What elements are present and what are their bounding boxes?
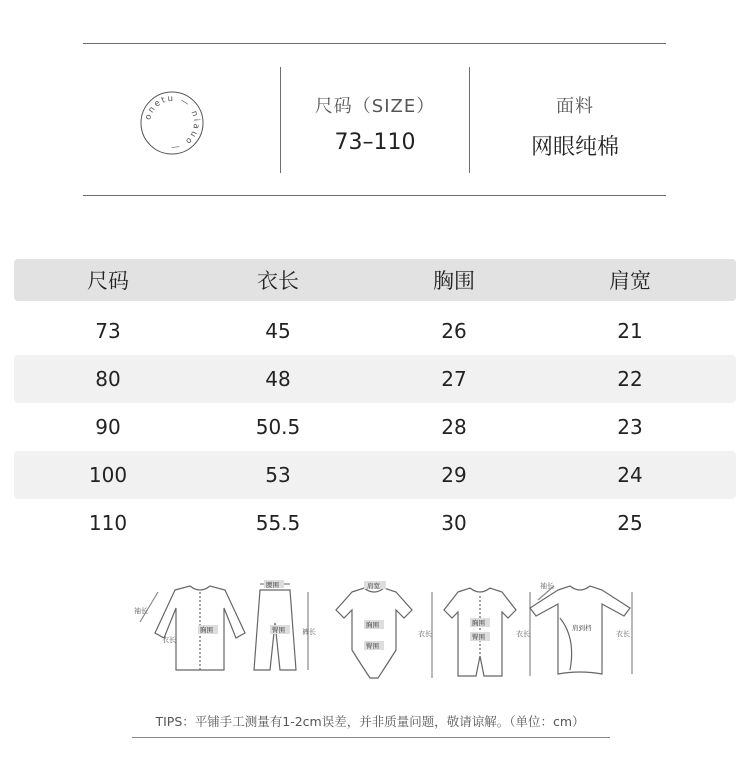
table-cell: 80	[95, 367, 121, 391]
header-length: 衣长	[257, 269, 299, 293]
tip-underline	[132, 737, 610, 738]
measurement-diagrams	[120, 578, 640, 688]
table-cell: 21	[617, 319, 643, 343]
shirt-length-label: 衣长	[162, 636, 176, 644]
pants-hip-label: 臀围	[272, 626, 285, 634]
table-cell: 45	[265, 319, 291, 343]
top-divider	[83, 43, 666, 44]
table-cell: 29	[441, 463, 467, 487]
shirt-sleeve-label: 袖长	[134, 607, 148, 615]
table-cell: 23	[617, 415, 643, 439]
svg-text:onetu — niauo —	[143, 94, 201, 152]
shirt-diagram	[140, 586, 245, 670]
table-cell: 53	[265, 463, 291, 487]
table-row	[14, 307, 736, 355]
table-cell: 73	[95, 319, 121, 343]
fabric-value: 网眼纯棉	[530, 135, 619, 160]
table-cell: 90	[95, 415, 121, 439]
logo-text: onetu — niauo —	[143, 93, 202, 153]
measurement-tip: TIPS：平铺手工测量有1-2cm误差，并非质量问题，敬请谅解。（单位：cm）	[155, 714, 585, 729]
bodysuit-length-label: 衣长	[418, 630, 432, 638]
header-chest: 胸围	[433, 269, 475, 293]
table-cell: 100	[88, 463, 128, 487]
table-cell: 22	[617, 367, 643, 391]
size-info	[290, 92, 460, 155]
pants-waist-label: 腰围	[266, 581, 279, 589]
shirt-chest-label: 胸围	[200, 626, 213, 634]
bottom-divider	[83, 195, 666, 196]
romper-chest-label: 胸围	[472, 619, 485, 627]
info-separator-2	[469, 67, 470, 173]
fabric-label: 面料	[556, 96, 594, 117]
info-separator-1	[280, 67, 281, 173]
table-cell: 28	[441, 415, 467, 439]
bodysuit-hip-label: 臀围	[366, 642, 379, 650]
fabric-info	[480, 92, 670, 161]
gown-sleeve-label: 袖长	[540, 582, 554, 590]
header-shoulder: 肩宽	[609, 269, 651, 293]
size-label: 尺码（SIZE）	[314, 96, 436, 117]
table-cell: 50.5	[255, 415, 301, 439]
table-cell: 27	[441, 367, 467, 391]
table-cell: 55.5	[255, 511, 301, 535]
bodysuit-chest-label: 胸围	[366, 621, 379, 629]
bodysuit-shoulder-label: 肩宽	[367, 582, 380, 590]
romper-length-label: 衣长	[516, 630, 530, 638]
table-row	[14, 355, 736, 403]
table-cell: 110	[88, 511, 128, 535]
table-row	[14, 451, 736, 499]
romper-hip-label: 臀围	[472, 633, 485, 641]
table-cell: 26	[441, 319, 467, 343]
gown-shoulder-label: 肩到档	[572, 624, 592, 632]
header-size: 尺码	[87, 269, 129, 293]
size-value: 73–110	[334, 130, 416, 155]
size-table	[14, 259, 736, 547]
pants-length-label: 裤长	[302, 628, 316, 636]
table-cell: 24	[617, 463, 643, 487]
gown-length-label: 衣长	[616, 630, 630, 638]
table-row	[14, 403, 736, 451]
table-cell: 30	[441, 511, 467, 535]
table-header-row	[14, 259, 736, 301]
brand-logo	[137, 88, 207, 158]
table-cell: 25	[617, 511, 643, 535]
table-row	[14, 499, 736, 547]
table-cell: 48	[265, 367, 291, 391]
